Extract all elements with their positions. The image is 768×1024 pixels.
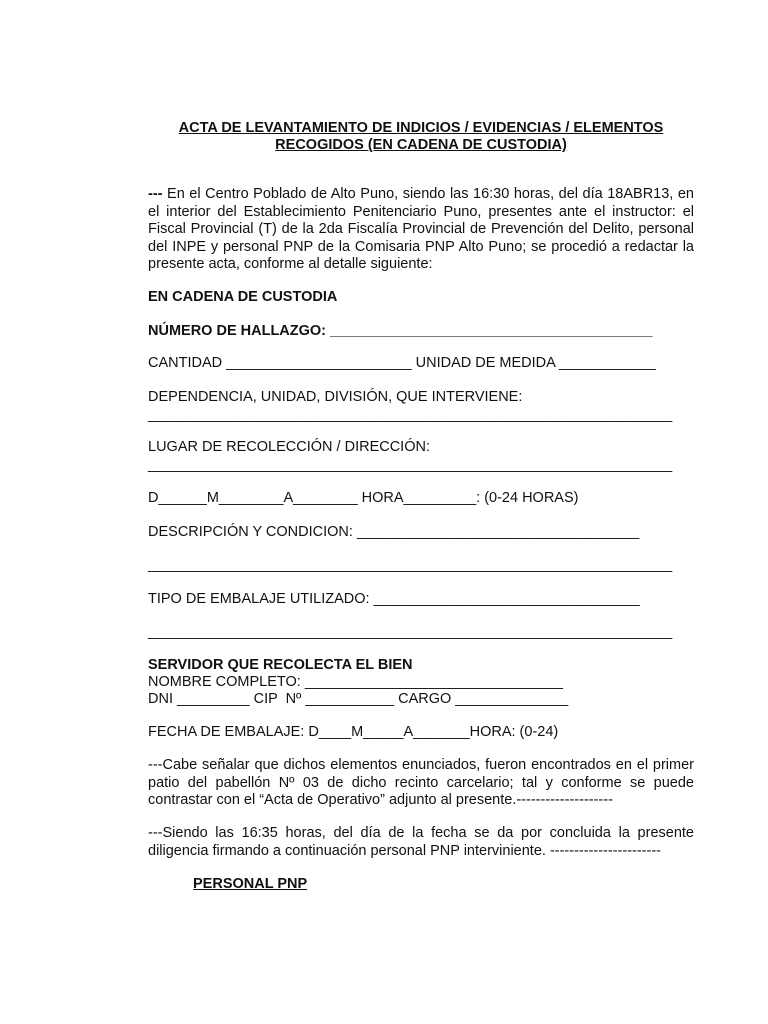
title-line-2: RECOGIDOS (EN CADENA DE CUSTODIA) <box>275 137 567 153</box>
title-line-1: ACTA DE LEVANTAMIENTO DE INDICIOS / EVIDENCIAS / ELEMENTOS <box>178 120 664 136</box>
dependencia-label: DEPENDENCIA, UNIDAD, DIVISIÓN, QUE INTERVIENE: <box>148 389 523 405</box>
fecha-hora-field: D______M________A________ HORA_________: (0-24 HORAS) <box>148 490 579 506</box>
intro-prefix: --- <box>148 186 163 202</box>
lugar-blank: _________________________________________________________________ <box>148 457 673 473</box>
lugar-label: LUGAR DE RECOLECCIÓN / DIRECCIÓN: <box>148 439 430 455</box>
cantidad-field: CANTIDAD _______________________ UNIDAD DE MEDIDA ____________ <box>148 355 656 371</box>
intro-text: En el Centro Poblado de Alto Puno, siendo las 16:30 horas, del día 18ABR13, en el interior del Establecimiento Penitenciario Puno, presentes ante el instructor: el Fiscal Provincial (T) de la 2da Fiscalía Provincial de Prevención del Delito, personal del INPE y personal PNP de la Comisaria PNP Alto Puno; se procedió a redactar la presente acta, conforme al detalle siguiente: <box>148 186 694 272</box>
note-paragraph-1: ---Cabe señalar que dichos elementos enunciados, fueron encontrados en el primer patio del pabellón Nº 03 de dicho recinto carcelario; tal y conforme se puede contrastar con el “Acta de Operativo” adjunto al presente.-------------------- <box>148 757 694 808</box>
intro-paragraph <box>148 186 694 274</box>
fecha-embalaje-field: FECHA DE EMBALAJE: D____M_____A_______HORA: (0-24) <box>148 724 559 740</box>
document-title <box>148 120 694 154</box>
servidor-heading: SERVIDOR QUE RECOLECTA EL BIEN <box>148 657 413 673</box>
tipo-embalaje-blank: _________________________________________________________________ <box>148 624 673 640</box>
note-paragraph-2: ---Siendo las 16:35 horas, del día de la fecha se da por concluida la presente diligencia firmando a continuación personal PNP interviniente. ----------------------- <box>148 825 694 859</box>
tipo-embalaje-field: TIPO DE EMBALAJE UTILIZADO: _________________________________ <box>148 591 640 607</box>
section-heading: EN CADENA DE CUSTODIA <box>148 289 338 305</box>
dependencia-blank: _________________________________________________________________ <box>148 407 673 423</box>
nombre-completo-field: NOMBRE COMPLETO: ________________________________ <box>148 674 563 690</box>
dni-cip-cargo-field: DNI _________ CIP Nº ___________ CARGO ______________ <box>148 691 569 707</box>
descripcion-field: DESCRIPCIÓN Y CONDICION: ___________________________________ <box>148 524 640 540</box>
numero-hallazgo-field: NÚMERO DE HALLAZGO: ________________________________________ <box>148 323 653 339</box>
signature-heading: PERSONAL PNP <box>193 876 308 892</box>
descripcion-blank: _________________________________________________________________ <box>148 557 673 573</box>
